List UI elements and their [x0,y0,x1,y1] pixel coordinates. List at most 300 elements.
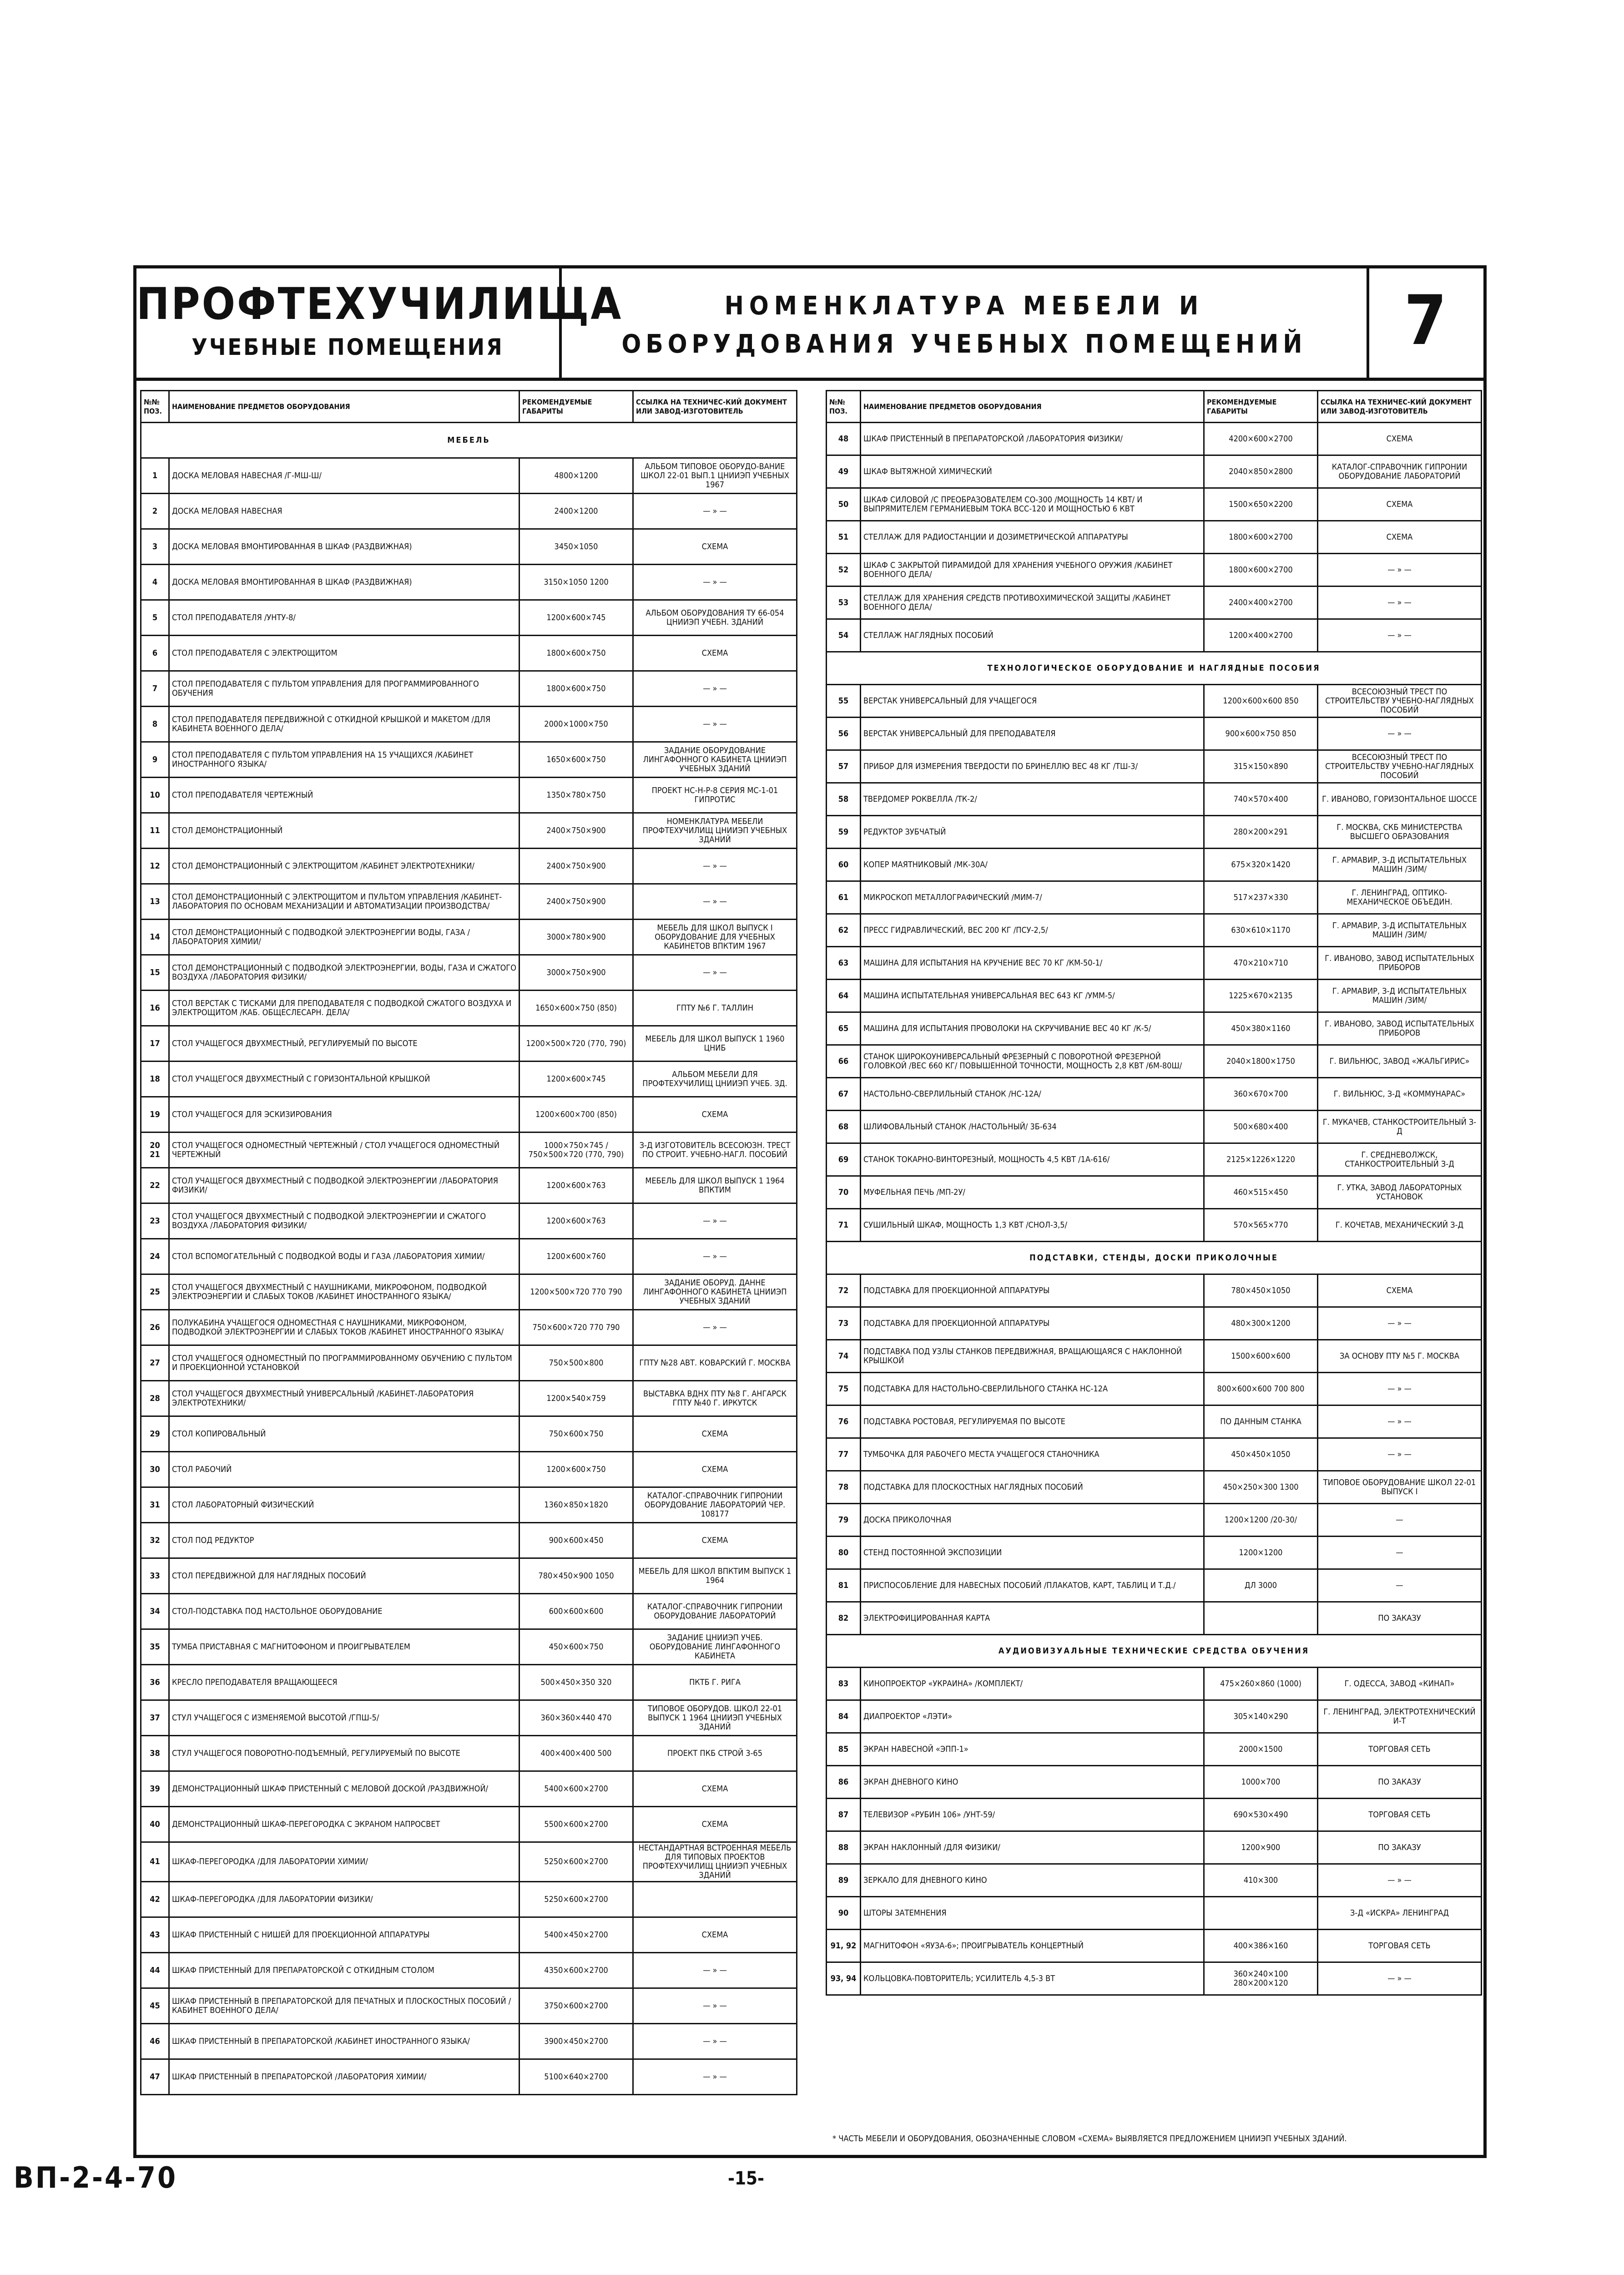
item-reference: — » — [1318,1373,1482,1405]
table-row [141,849,797,884]
section-row [827,1242,1482,1274]
item-dimensions: 1800×600×2700 [1204,554,1318,586]
table-row [827,1864,1482,1897]
table-row [141,1026,797,1062]
item-reference: Г. КОЧЕТАВ, МЕХАНИЧЕСКИЙ З-Д [1318,1209,1482,1242]
item-number: 48 [827,423,861,455]
item-dimensions: 400×386×160 [1204,1930,1318,1962]
item-dimensions: 5400×450×2700 [519,1917,633,1953]
table-row [141,2024,797,2059]
item-name: СТОЛ ДЕМОНСТРАЦИОННЫЙ С ПОДВОДКОЙ ЭЛЕКТРОЭНЕРГИИ, ВОДЫ, ГАЗА И СЖАТОГО ВОЗДУХА /ЛАБОРАТОРИЯ ФИЗИКИ/ [169,955,519,991]
item-reference: Г. АРМАВИР, З-Д ИСПЫТАТЕЛЬНЫХ МАШИН /ЗИМ/ [1318,849,1482,881]
item-number: 42 [141,1882,169,1917]
item-dimensions: 2000×1000×750 [519,707,633,742]
item-name: СТОЛ УЧАЩЕГОСЯ ДВУХМЕСТНЫЙ С ПОДВОДКОЙ ЭЛЕКТРОЭНЕРГИИ И СЖАТОГО ВОЗДУХА /ЛАБОРАТОРИЯ ФИЗИКИ/ [169,1203,519,1239]
item-number: 13 [141,884,169,920]
table-row [827,1668,1482,1700]
table-row [827,1799,1482,1831]
item-number: 33 [141,1558,169,1594]
drawing-sheet [133,265,1487,2158]
document-code: ВП-2-4-70 [14,2161,178,2195]
table-row [141,1665,797,1700]
item-dimensions: 5250×600×2700 [519,1882,633,1917]
item-number: 79 [827,1504,861,1537]
item-name: СТОЛ-ПОДСТАВКА ПОД НАСТОЛЬНОЕ ОБОРУДОВАНИЕ [169,1594,519,1629]
table-row [141,742,797,778]
item-dimensions: 460×515×450 [1204,1176,1318,1209]
item-reference: СХЕМА [633,1807,797,1842]
item-dimensions: 1650×600×750 (850) [519,991,633,1026]
item-reference: Г. АРМАВИР, З-Д ИСПЫТАТЕЛЬНЫХ МАШИН /ЗИМ/ [1318,914,1482,947]
table-row [141,1345,797,1381]
item-dimensions: 517×237×330 [1204,881,1318,914]
item-name: ПОДСТАВКА ДЛЯ НАСТОЛЬНО-СВЕРЛИЛЬНОГО СТАНКА НС-12А [861,1373,1204,1405]
item-reference: ТОРГОВАЯ СЕТЬ [1318,1733,1482,1766]
table-row [827,1733,1482,1766]
item-number: 44 [141,1953,169,1988]
item-number: 82 [827,1602,861,1635]
table-row [827,750,1482,783]
item-name: КРЕСЛО ПРЕПОДАВАТЕЛЯ ВРАЩАЮЩЕЕСЯ [169,1665,519,1700]
table-row [141,636,797,671]
item-name: МАГНИТОФОН «ЯУЗА-6»; ПРОИГРЫВАТЕЛЬ КОНЦЕРТНЫЙ [861,1930,1204,1962]
table-row [827,1340,1482,1373]
item-number: 14 [141,920,169,955]
item-reference: Г. ЛЕНИНГРАД, ЭЛЕКТРОТЕХНИЧЕСКИЙ И-Т [1318,1700,1482,1733]
table-row [141,1416,797,1452]
item-dimensions: 1200×600×745 [519,1062,633,1097]
item-name: ДОСКА МЕЛОВАЯ ВМОНТИРОВАННАЯ В ШКАФ (РАЗДВИЖНАЯ) [169,529,519,565]
col-ref: ССЫЛКА НА ТЕХНИЧЕС-КИЙ ДОКУМЕНТ ИЛИ ЗАВОД-ИЗГОТОВИТЕЛЬ [633,391,797,423]
item-reference: — » — [633,849,797,884]
item-reference: — » — [1318,619,1482,652]
table-row [141,884,797,920]
table-row [827,1307,1482,1340]
item-number: 60 [827,849,861,881]
item-number: 11 [141,813,169,849]
table-row [827,881,1482,914]
col-name: НАИМЕНОВАНИЕ ПРЕДМЕТОВ ОБОРУДОВАНИЯ [169,391,519,423]
item-dimensions: 1225×670×2135 [1204,980,1318,1012]
item-number: 77 [827,1438,861,1471]
item-dimensions: 2040×850×2800 [1204,455,1318,488]
item-reference: Г. ИВАНОВО, ЗАВОД ИСПЫТАТЕЛЬНЫХ ПРИБОРОВ [1318,947,1482,980]
item-reference: НЕСТАНДАРТНАЯ ВСТРОЕННАЯ МЕБЕЛЬ ДЛЯ ТИПОВЫХ ПРОЕКТОВ ПРОФТЕХУЧИЛИЩ ЦНИИЭП УЧЕБНЫХ ЗДАНИЙ [633,1842,797,1882]
item-name: МАШИНА ДЛЯ ИСПЫТАНИЯ НА КРУЧЕНИЕ ВЕС 70 КГ /КМ-50-1/ [861,947,1204,980]
item-dimensions: 1800×600×750 [519,671,633,707]
table-row [827,1078,1482,1111]
item-number: 22 [141,1168,169,1203]
col-num: №№ ПОЗ. [141,391,169,423]
table-row [141,1168,797,1203]
table-row [141,1807,797,1842]
item-dimensions: 1200×600×700 (850) [519,1097,633,1132]
item-reference: — » — [633,671,797,707]
item-number: 8 [141,707,169,742]
item-number: 17 [141,1026,169,1062]
item-reference: — [1318,1504,1482,1537]
left-table-body [141,423,797,2095]
col-num: №№ ПОЗ. [827,391,861,423]
item-dimensions: 450×250×300 1300 [1204,1471,1318,1504]
item-name: СТОЛ ПРЕПОДАВАТЕЛЯ ПЕРЕДВИЖНОЙ С ОТКИДНОЙ КРЫШКОЙ И МАКЕТОМ /ДЛЯ КАБИНЕТА ВОЕННОГО ДЕЛА/ [169,707,519,742]
table-row [141,1239,797,1274]
item-name: СТОЛ УЧАЩЕГОСЯ ДВУХМЕСТНЫЙ, РЕГУЛИРУЕМЫЙ ПО ВЫСОТЕ [169,1026,519,1062]
table-row [827,1897,1482,1930]
table-row [141,1953,797,1988]
col-name: НАИМЕНОВАНИЕ ПРЕДМЕТОВ ОБОРУДОВАНИЯ [861,391,1204,423]
sheet-number-box [1369,268,1483,378]
item-name: СТОЛ УЧАЩЕГОСЯ ДВУХМЕСТНЫЙ УНИВЕРСАЛЬНЫЙ /КАБИНЕТ-ЛАБОРАТОРИЯ ЭЛЕКТРОТЕХНИКИ/ [169,1381,519,1416]
item-dimensions: 1650×600×750 [519,742,633,778]
table-row [827,1504,1482,1537]
col-size: РЕКОМЕНДУЕМЫЕ ГАБАРИТЫ [519,391,633,423]
item-number: 43 [141,1917,169,1953]
item-number: 36 [141,1665,169,1700]
item-reference: — » — [633,1988,797,2024]
item-dimensions: 2400×400×2700 [1204,586,1318,619]
item-number: 46 [141,2024,169,2059]
item-number: 58 [827,783,861,816]
item-number: 62 [827,914,861,947]
item-reference: — » — [633,707,797,742]
item-reference: СХЕМА [633,636,797,671]
item-dimensions: 750×500×800 [519,1345,633,1381]
item-number: 9 [141,742,169,778]
table-row [141,458,797,494]
item-dimensions: 2000×1500 [1204,1733,1318,1766]
table-row [141,955,797,991]
item-reference: ВЫСТАВКА ВДНХ ПТУ №8 Г. АНГАРСК ГПТУ №40 Г. ИРКУТСК [633,1381,797,1416]
item-reference: — » — [633,565,797,600]
table-row [827,849,1482,881]
item-dimensions: 5250×600×2700 [519,1842,633,1882]
item-reference: ПО ЗАКАЗУ [1318,1602,1482,1635]
item-number: 10 [141,778,169,813]
table-row [827,1962,1482,1995]
item-number: 76 [827,1405,861,1438]
table-row [827,1438,1482,1471]
item-number: 66 [827,1045,861,1078]
item-name: СТОЛ РАБОЧИЙ [169,1452,519,1487]
item-dimensions [1204,1897,1318,1930]
section-title: ТЕХНОЛОГИЧЕСКОЕ ОБОРУДОВАНИЕ И НАГЛЯДНЫЕ ПОСОБИЯ [827,652,1482,685]
item-name: ШКАФ ПРИСТЕННЫЙ С НИШЕЙ ДЛЯ ПРОЕКЦИОННОЙ АППАРАТУРЫ [169,1917,519,1953]
item-number: 85 [827,1733,861,1766]
item-number: 56 [827,718,861,750]
item-number: 72 [827,1274,861,1307]
item-name: ТВЕРДОМЕР РОКВЕЛЛА /ТК-2/ [861,783,1204,816]
item-dimensions: 750×600×750 [519,1416,633,1452]
table-row [141,1988,797,2024]
item-name: ДЕМОНСТРАЦИОННЫЙ ШКАФ ПРИСТЕННЫЙ С МЕЛОВОЙ ДОСКОЙ /РАЗДВИЖНОЙ/ [169,1771,519,1807]
item-name: ТЕЛЕВИЗОР «РУБИН 106» /УНТ-59/ [861,1799,1204,1831]
item-dimensions: ПО ДАННЫМ СТАНКА [1204,1405,1318,1438]
item-reference: — » — [1318,1962,1482,1995]
item-number: 49 [827,455,861,488]
item-reference: Г. ЛЕНИНГРАД, ОПТИКО-МЕХАНИЧЕСКОЕ ОБЪЕДИН. [1318,881,1482,914]
item-reference: З-Д ИЗГОТОВИТЕЛЬ ВСЕСОЮЗН. ТРЕСТ ПО СТРОИТ. УЧЕБНО-НАГЛ. ПОСОБИЙ [633,1132,797,1168]
item-name: КОПЕР МАЯТНИКОВЫЙ /МК-30А/ [861,849,1204,881]
table-row [827,1176,1482,1209]
item-number: 34 [141,1594,169,1629]
table-row [827,783,1482,816]
table-row [827,1274,1482,1307]
table-row [141,1097,797,1132]
item-number: 30 [141,1452,169,1487]
table-row [827,423,1482,455]
table-row [141,1700,797,1736]
item-reference: МЕБЕЛЬ ДЛЯ ШКОЛ ВЫПУСК 1 1960 ЦНИБ [633,1026,797,1062]
table-row [141,565,797,600]
item-dimensions: 450×600×750 [519,1629,633,1665]
item-name: ЭЛЕКТРОФИЦИРОВАННАЯ КАРТА [861,1602,1204,1635]
item-number: 24 [141,1239,169,1274]
item-name: СТОЛ ПРЕПОДАВАТЕЛЯ /УНТУ-8/ [169,600,519,636]
item-name: МАШИНА ИСПЫТАТЕЛЬНАЯ УНИВЕРСАЛЬНАЯ ВЕС 643 КГ /УММ-5/ [861,980,1204,1012]
item-reference: — » — [633,494,797,529]
item-dimensions: 360×360×440 470 [519,1700,633,1736]
item-dimensions: 1000×700 [1204,1766,1318,1799]
item-number: 80 [827,1537,861,1569]
item-dimensions: 470×210×710 [1204,947,1318,980]
item-reference: КАТАЛОГ-СПРАВОЧНИК ГИПРОНИИ ОБОРУДОВАНИЕ ЛАБОРАТОРИЙ [1318,455,1482,488]
item-number: 64 [827,980,861,1012]
item-dimensions: 1800×600×750 [519,636,633,671]
item-name: СУШИЛЬНЫЙ ШКАФ, МОЩНОСТЬ 1,3 КВТ /СНОЛ-3,5/ [861,1209,1204,1242]
item-reference: ГПТУ №6 Г. ТАЛЛИН [633,991,797,1026]
item-dimensions: 2400×750×900 [519,813,633,849]
table-row [827,980,1482,1012]
item-dimensions: 400×400×400 500 [519,1736,633,1771]
item-name: ШКАФ ПРИСТЕННЫЙ В ПРЕПАРАТОРСКОЙ /ЛАБОРАТОРИЯ ФИЗИКИ/ [861,423,1204,455]
item-name: ЗЕРКАЛО ДЛЯ ДНЕВНОГО КИНО [861,1864,1204,1897]
section-title: МЕБЕЛЬ [141,423,797,458]
table-row [827,718,1482,750]
item-number: 52 [827,554,861,586]
title-school-type: ПРОФТЕХУЧИЛИЩА [136,278,623,329]
item-name: ШКАФ ПРИСТЕННЫЙ В ПРЕПАРАТОРСКОЙ /КАБИНЕТ ИНОСТРАННОГО ЯЗЫКА/ [169,2024,519,2059]
item-name: СТЕНД ПОСТОЯННОЙ ЭКСПОЗИЦИИ [861,1537,1204,1569]
item-dimensions: 1200×600×750 [519,1452,633,1487]
item-dimensions: 600×600×600 [519,1594,633,1629]
item-name: СТУЛ УЧАЩЕГОСЯ ПОВОРОТНО-ПОДЪЕМНЫЙ, РЕГУЛИРУЕМЫЙ ПО ВЫСОТЕ [169,1736,519,1771]
left-table [140,390,797,2095]
item-reference: СХЕМА [1318,488,1482,521]
item-number: 90 [827,1897,861,1930]
item-dimensions: 1200×400×2700 [1204,619,1318,652]
title-mid [562,268,1369,378]
item-number: 35 [141,1629,169,1665]
item-number: 63 [827,947,861,980]
item-reference: СХЕМА [1318,423,1482,455]
item-name: СТОЛ ЛАБОРАТОРНЫЙ ФИЗИЧЕСКИЙ [169,1487,519,1523]
item-dimensions: 780×450×1050 [1204,1274,1318,1307]
item-reference: — » — [1318,1864,1482,1897]
item-reference: АЛЬБОМ МЕБЕЛИ ДЛЯ ПРОФТЕХУЧИЛИЩ ЦНИИЭП УЧЕБ. ЗД. [633,1062,797,1097]
item-name: ВЕРСТАК УНИВЕРСАЛЬНЫЙ ДЛЯ ПРЕПОДАВАТЕЛЯ [861,718,1204,750]
item-dimensions: 2400×750×900 [519,884,633,920]
item-name: СТОЛ ДЕМОНСТРАЦИОННЫЙ С ПОДВОДКОЙ ЭЛЕКТРОЭНЕРГИИ ВОДЫ, ГАЗА /ЛАБОРАТОРИЯ ХИМИИ/ [169,920,519,955]
item-number: 88 [827,1831,861,1864]
section-row [141,423,797,458]
table-row [827,619,1482,652]
item-name: ЭКРАН НАВЕСНОЙ «ЭПП-1» [861,1733,1204,1766]
table-row [827,947,1482,980]
item-name: ДОСКА МЕЛОВАЯ ВМОНТИРОВАННАЯ В ШКАФ (РАЗДВИЖНАЯ) [169,565,519,600]
item-reference: — » — [633,1239,797,1274]
item-dimensions: 690×530×490 [1204,1799,1318,1831]
item-number: 84 [827,1700,861,1733]
item-dimensions: 780×450×900 1050 [519,1558,633,1594]
table-row [141,707,797,742]
table-row [141,2059,797,2095]
item-dimensions: 800×600×600 700 800 [1204,1373,1318,1405]
item-dimensions: 500×680×400 [1204,1111,1318,1143]
item-dimensions: 280×200×291 [1204,816,1318,849]
item-reference: ЗАДАНИЕ ОБОРУД. ДАННЕ ЛИНГАФОННОГО КАБИНЕТА ЦНИИЭП УЧЕБНЫХ ЗДАНИЙ [633,1274,797,1310]
item-reference: — » — [1318,1438,1482,1471]
item-dimensions: 1200×500×720 (770, 790) [519,1026,633,1062]
table-row [141,1736,797,1771]
item-reference: ТИПОВОЕ ОБОРУДОВ. ШКОЛ 22-01 ВЫПУСК 1 1964 ЦНИИЭП УЧЕБНЫХ ЗДАНИЙ [633,1700,797,1736]
title-equipment: ОБОРУДОВАНИЯ УЧЕБНЫХ ПОМЕЩЕНИЙ [621,329,1307,359]
table-row [141,920,797,955]
title-nomenclature: НОМЕНКЛАТУРА МЕБЕЛИ И [724,291,1204,321]
item-reference: МЕБЕЛЬ ДЛЯ ШКОЛ ВЫПУСК I ОБОРУДОВАНИЕ ДЛЯ УЧЕБНЫХ КАБИНЕТОВ ВПКТИМ 1967 [633,920,797,955]
section-title: АУДИОВИЗУАЛЬНЫЕ ТЕХНИЧЕСКИЕ СРЕДСТВА ОБУЧЕНИЯ [827,1635,1482,1668]
item-name: РЕДУКТОР ЗУБЧАТЫЙ [861,816,1204,849]
item-reference: СХЕМА [633,1771,797,1807]
table-row [827,1831,1482,1864]
table-row [141,1203,797,1239]
item-reference: — » — [633,1953,797,1988]
item-dimensions: 570×565×770 [1204,1209,1318,1242]
item-dimensions: 5500×600×2700 [519,1807,633,1842]
item-name: ДЕМОНСТРАЦИОННЫЙ ШКАФ-ПЕРЕГОРОДКА С ЭКРАНОМ НАПРОСВЕТ [169,1807,519,1842]
item-reference: Г. АРМАВИР, З-Д ИСПЫТАТЕЛЬНЫХ МАШИН /ЗИМ/ [1318,980,1482,1012]
item-dimensions: 480×300×1200 [1204,1307,1318,1340]
item-reference: НОМЕНКЛАТУРА МЕБЕЛИ ПРОФТЕХУЧИЛИЩ ЦНИИЭП УЧЕБНЫХ ЗДАНИЙ [633,813,797,849]
item-number: 55 [827,685,861,718]
col-size: РЕКОМЕНДУЕМЫЕ ГАБАРИТЫ [1204,391,1318,423]
item-dimensions: 630×610×1170 [1204,914,1318,947]
item-dimensions: 4350×600×2700 [519,1953,633,1988]
table-row [827,586,1482,619]
item-number: 89 [827,1864,861,1897]
table-row [141,494,797,529]
table-row [827,1537,1482,1569]
item-dimensions: 1360×850×1820 [519,1487,633,1523]
item-name: МАШИНА ДЛЯ ИСПЫТАНИЯ ПРОВОЛОКИ НА СКРУЧИВАНИЕ ВЕС 40 КГ /К-5/ [861,1012,1204,1045]
item-number: 2 [141,494,169,529]
item-number: 31 [141,1487,169,1523]
table-row [141,1842,797,1882]
item-dimensions: 750×600×720 770 790 [519,1310,633,1345]
table-row [141,1274,797,1310]
item-reference: — » — [1318,1307,1482,1340]
item-number: 83 [827,1668,861,1700]
item-dimensions: 5100×640×2700 [519,2059,633,2095]
item-dimensions: 1200×500×720 770 790 [519,1274,633,1310]
item-name: ДИАПРОЕКТОР «ЛЭТИ» [861,1700,1204,1733]
item-name: ПРЕСС ГИДРАВЛИЧЕСКИЙ, ВЕС 200 КГ /ПСУ-2,5/ [861,914,1204,947]
table-row [827,554,1482,586]
item-name: МИКРОСКОП МЕТАЛЛОГРАФИЧЕСКИЙ /МИМ-7/ [861,881,1204,914]
item-number: 68 [827,1111,861,1143]
item-reference: СХЕМА [1318,1274,1482,1307]
item-dimensions: 3900×450×2700 [519,2024,633,2059]
right-table [826,390,1482,1996]
item-dimensions: 5400×600×2700 [519,1771,633,1807]
item-number: 87 [827,1799,861,1831]
item-dimensions: 315×150×890 [1204,750,1318,783]
table-row [827,1111,1482,1143]
table-row [141,1062,797,1097]
item-number: 26 [141,1310,169,1345]
item-name: СТАНОК ТОКАРНО-ВИНТОРЕЗНЫЙ, МОЩНОСТЬ 4,5 КВТ /1А-616/ [861,1143,1204,1176]
item-number: 27 [141,1345,169,1381]
item-dimensions: 410×300 [1204,1864,1318,1897]
item-name: СТАНОК ШИРОКОУНИВЕРСАЛЬНЫЙ ФРЕЗЕРНЫЙ С ПОВОРОТНОЙ ФРЕЗЕРНОЙ ГОЛОВКОЙ /ВЕС 660 КГ/ ПОВЫШЕННОЙ ТОЧНОСТИ, МОЩНОСТЬ 2,8 КВТ /6М-80Ш/ [861,1045,1204,1078]
item-number: 86 [827,1766,861,1799]
item-name: СТОЛ УЧАЩЕГОСЯ ОДНОМЕСТНЫЙ ПО ПРОГРАММИРОВАННОМУ ОБУЧЕНИЮ С ПУЛЬТОМ И ПРОЕКЦИОННОЙ УСТАНОВКОЙ [169,1345,519,1381]
item-name: ДОСКА ПРИКОЛОЧНАЯ [861,1504,1204,1537]
item-number: 75 [827,1373,861,1405]
item-dimensions: 500×450×350 320 [519,1665,633,1700]
item-name: ШКАФ СИЛОВОЙ /С ПРЕОБРАЗОВАТЕЛЕМ СО-300 /МОЩНОСТЬ 14 КВТ/ И ВЫПРЯМИТЕЛЕМ ГЕРМАНИЕВЫМ ТОКА ВСС-120 И МОЩНОСТЬЮ 6 КВТ [861,488,1204,521]
item-dimensions: 2400×1200 [519,494,633,529]
item-number: 67 [827,1078,861,1111]
footnote: * ЧАСТЬ МЕБЕЛИ И ОБОРУДОВАНИЯ, ОБОЗНАЧЕННЫЕ СЛОВОМ «СХЕМА» ВЫЯВЛЯЕТСЯ ПРЕДЛОЖЕНИЕМ ЦНИИЭП УЧЕБНЫХ ЗДАНИЙ. [832,2134,1347,2144]
col-ref: ССЫЛКА НА ТЕХНИЧЕС-КИЙ ДОКУМЕНТ ИЛИ ЗАВОД-ИЗГОТОВИТЕЛЬ [1318,391,1482,423]
item-name: СТУЛ УЧАЩЕГОСЯ С ИЗМЕНЯЕМОЙ ВЫСОТОЙ /ГПШ-5/ [169,1700,519,1736]
item-reference: — » — [633,884,797,920]
item-number: 3 [141,529,169,565]
item-reference: Г. ВИЛЬНЮС, ЗАВОД «ЖАЛЬГИРИС» [1318,1045,1482,1078]
item-dimensions: 3000×750×900 [519,955,633,991]
item-reference: ПО ЗАКАЗУ [1318,1766,1482,1799]
item-dimensions: 305×140×290 [1204,1700,1318,1733]
section-title: ПОДСТАВКИ, СТЕНДЫ, ДОСКИ ПРИКОЛОЧНЫЕ [827,1242,1482,1274]
item-number: 32 [141,1523,169,1558]
item-number: 37 [141,1700,169,1736]
item-reference: ЗАДАНИЕ ЦНИИЭП УЧЕБ. ОБОРУДОВАНИЕ ЛИНГАФОННОГО КАБИНЕТА [633,1629,797,1665]
table-row [827,1602,1482,1635]
item-name: КИНОПРОЕКТОР «УКРАИНА» /КОМПЛЕКТ/ [861,1668,1204,1700]
item-number: 69 [827,1143,861,1176]
item-dimensions: 900×600×450 [519,1523,633,1558]
item-name: ТУМБОЧКА ДЛЯ РАБОЧЕГО МЕСТА УЧАЩЕГОСЯ СТАНОЧНИКА [861,1438,1204,1471]
item-number: 47 [141,2059,169,2095]
item-name: СТОЛ ПРЕПОДАВАТЕЛЯ С ПУЛЬТОМ УПРАВЛЕНИЯ НА 15 УЧАЩИХСЯ /КАБИНЕТ ИНОСТРАННОГО ЯЗЫКА/ [169,742,519,778]
item-name: ВЕРСТАК УНИВЕРСАЛЬНЫЙ ДЛЯ УЧАЩЕГОСЯ [861,685,1204,718]
item-reference: АЛЬБОМ ТИПОВОЕ ОБОРУДО-ВАНИЕ ШКОЛ 22-01 ВЫП.1 ЦНИИЭП УЧЕБНЫХ 1967 [633,458,797,494]
item-dimensions: 1200×600×763 [519,1203,633,1239]
item-number: 20 21 [141,1132,169,1168]
table-row [827,1209,1482,1242]
item-reference: — » — [1318,586,1482,619]
item-dimensions: 3750×600×2700 [519,1988,633,2024]
table-row [141,671,797,707]
item-reference: СХЕМА [633,1452,797,1487]
item-dimensions: 675×320×1420 [1204,849,1318,881]
item-reference: ГПТУ №28 АВТ. КОВАРСКИЙ Г. МОСКВА [633,1345,797,1381]
item-dimensions: 1800×600×2700 [1204,521,1318,554]
item-reference: Г. УТКА, ЗАВОД ЛАБОРАТОРНЫХ УСТАНОВОК [1318,1176,1482,1209]
item-dimensions: 1200×600×763 [519,1168,633,1203]
item-reference: — » — [633,2059,797,2095]
